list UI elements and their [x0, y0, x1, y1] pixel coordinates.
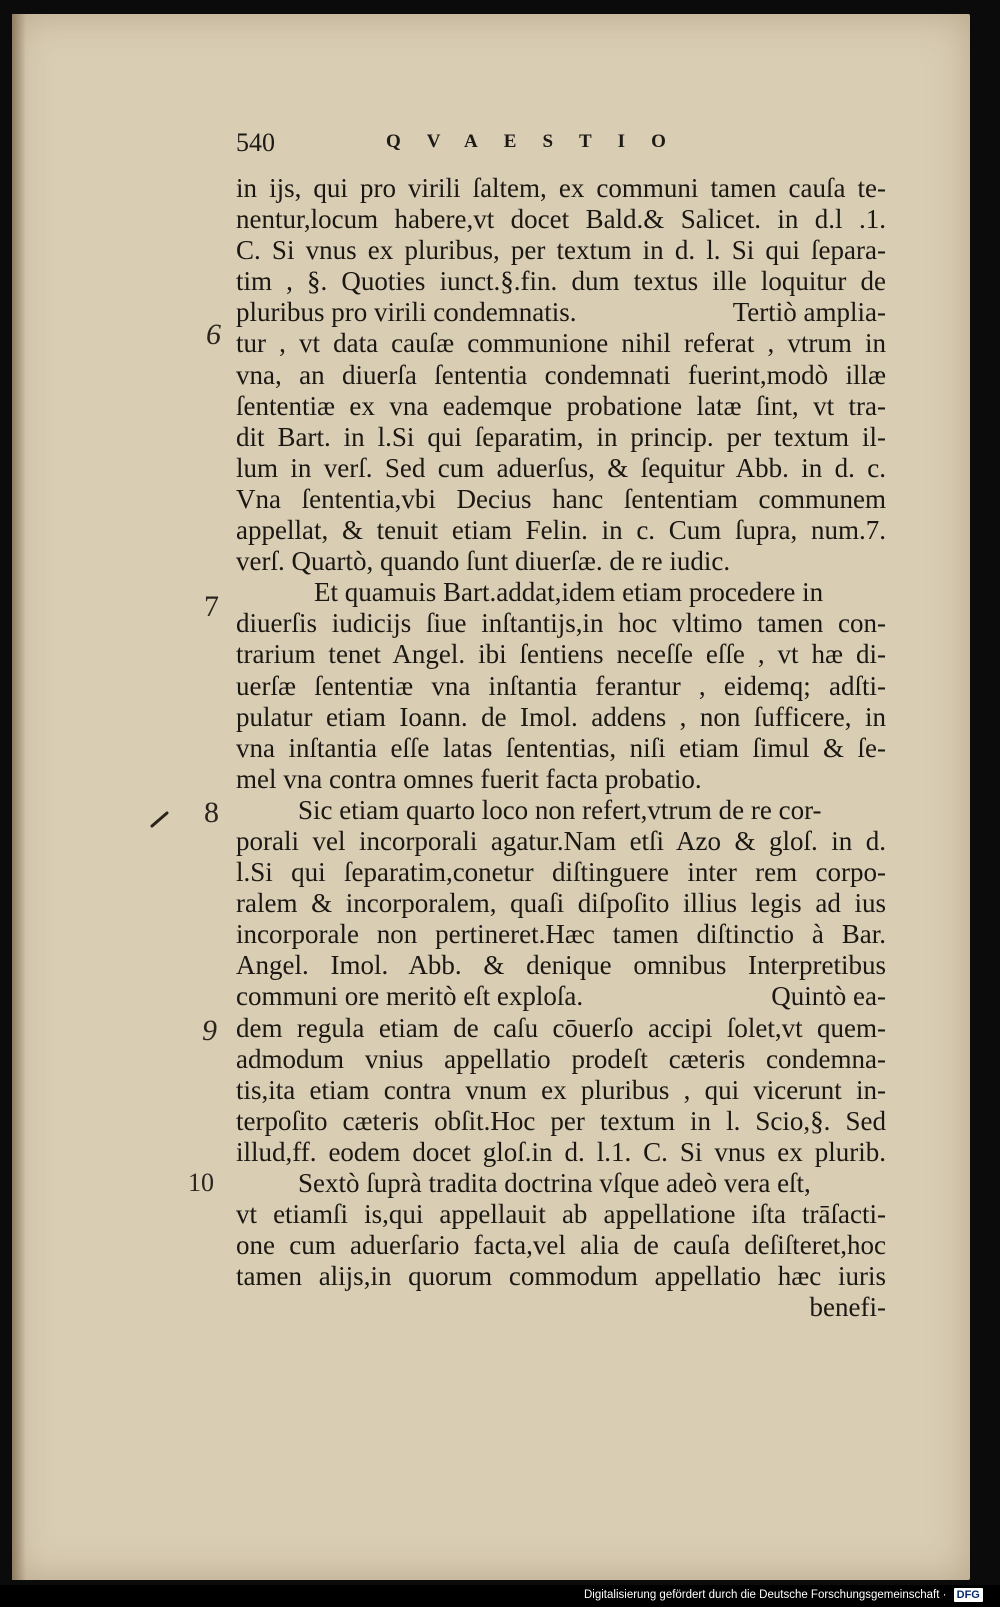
text-segment: pluribus pro virili condemnatis. [236, 297, 577, 328]
text-line: appellat, & tenuit etiam Felin. in c. Cum ſupra, num.7. [236, 515, 886, 546]
text-line: porali vel incorporali agatur.Nam etſi Azo & gloſ. in d. [236, 825, 886, 856]
text-line: l.Si qui ſeparatim,conetur diſtinguere inter rem corpo- [236, 857, 886, 888]
dfg-logo: DFG [954, 1588, 983, 1602]
text-line: mel vna contra omnes fuerit facta probatio. [236, 763, 702, 794]
margin-number: 7 [204, 590, 219, 623]
text-line: lum in verſ. Sed cum aduerſus, & ſequitur Abb. in d. c. [236, 452, 886, 483]
text-line [236, 981, 886, 1012]
text-line: tim , §. Quoties iunct.§.fin. dum textus ille loquitur de [236, 266, 886, 297]
text-segment: communi ore meritò eſt exploſa. [236, 981, 584, 1012]
text-line [236, 1168, 886, 1199]
text-line: trarium tenet Angel. ibi ſentiens neceſſe eſſe , vt hæ di- [236, 639, 886, 670]
text-line [236, 577, 886, 608]
text-line: C. Si vnus ex pluribus, per textum in d. l. Si qui ſepara- [236, 235, 886, 266]
text-line: ralem & incorporalem, quaſi diſpoſito illius legis ad ius [236, 888, 886, 919]
text-line: vna inſtantia eſſe latas ſententias, niſi etiam ſimul & ſe- [236, 732, 886, 763]
text-line: admodum vnius appellatio prodeſt cæteris condemna- [236, 1043, 886, 1074]
text-segment: Sic etiam quarto loco non refert,vtrum de re cor- [298, 794, 822, 825]
text-line: terpoſito cæteris obſit.Hoc per textum in l. Scio,§. Sed [236, 1105, 886, 1136]
body-text [236, 173, 886, 1323]
text-segment: Sextò ſuprà tradita doctrina vſque adeò vera eſt, [298, 1168, 811, 1198]
text-line [236, 1292, 886, 1323]
text-line: pulatur etiam Ioann. de Imol. addens , non ſufficere, in [236, 701, 886, 732]
text-line: Vna ſententia,vbi Decius hanc ſententiam communem [236, 483, 886, 514]
page-number: 540 [236, 128, 275, 157]
margin-number: 9 [202, 1014, 217, 1047]
running-head: QVAESTIO [386, 131, 692, 152]
text-line: Angel. Imol. Abb. & denique omnibus Interpretibus [236, 950, 886, 981]
text-segment: Quintò ea- [771, 981, 886, 1012]
text-line [236, 297, 886, 328]
text-segment: Tertiò amplia- [732, 297, 886, 328]
page-header [226, 128, 866, 162]
text-line: tis,ita etiam contra vnum ex pluribus , qui vicerunt in- [236, 1074, 886, 1105]
catchword: benefi- [809, 1292, 886, 1323]
digitization-credit [584, 1588, 983, 1606]
text-segment: Et quamuis Bart.addat,idem etiam procedere in [314, 577, 824, 608]
text-line [236, 795, 886, 826]
margin-number: 8 [204, 796, 219, 829]
credit-text: Digitalisierung gefördert durch die Deutsche Forschungsgemeinschaft · [584, 1589, 947, 1601]
text-line: ſententiæ ex vna eademque probatione latæ ſint, vt tra- [236, 390, 886, 421]
text-line: vna, an diuerſa ſententia condemnati fuerint,modò illæ [236, 359, 886, 390]
text-line: nentur,locum habere,vt docet Bald.& Salicet. in d.l .1. [236, 204, 886, 235]
text-line: incorporale non pertineret.Hæc tamen diſtinctio à Bar. [236, 919, 886, 950]
text-line: verſ. Quartò, quando ſunt diuerſæ. de re iudic. [236, 546, 731, 577]
text-line: vt etiamſi is,qui appellauit ab appellatione iſta trāſacti- [236, 1199, 886, 1230]
text-line: uerſæ ſententiæ vna inſtantia ferantur , eidemq; adſti- [236, 670, 886, 701]
text-line: illud,ff. eodem docet gloſ.in d. l.1. C. Si vnus ex plurib. [236, 1136, 886, 1167]
text-line: tur , vt data cauſæ communione nihil referat , vtrum in [236, 328, 886, 359]
text-line: one cum aduerſario facta,vel alia de cauſa deſiſteret,hoc [236, 1230, 886, 1261]
pen-stroke-icon [150, 810, 170, 828]
margin-number: 10 [188, 1168, 214, 1197]
margin-number: 6 [206, 318, 221, 351]
text-line: in ijs, qui pro virili ſaltem, ex communi tamen cauſa te- [236, 173, 886, 203]
text-line: tamen alijs,in quorum commodum appellatio hæc iuris [236, 1261, 886, 1292]
text-line: diuerſis iudicijs ſiue inſtantijs,in hoc vltimo tamen con- [236, 608, 886, 639]
text-line: dit Bart. in l.Si qui ſeparatim, in princip. per textum il- [236, 421, 886, 452]
text-line: dem regula etiam de caſu cōuerſo accipi ſolet,vt quem- [236, 1012, 886, 1043]
